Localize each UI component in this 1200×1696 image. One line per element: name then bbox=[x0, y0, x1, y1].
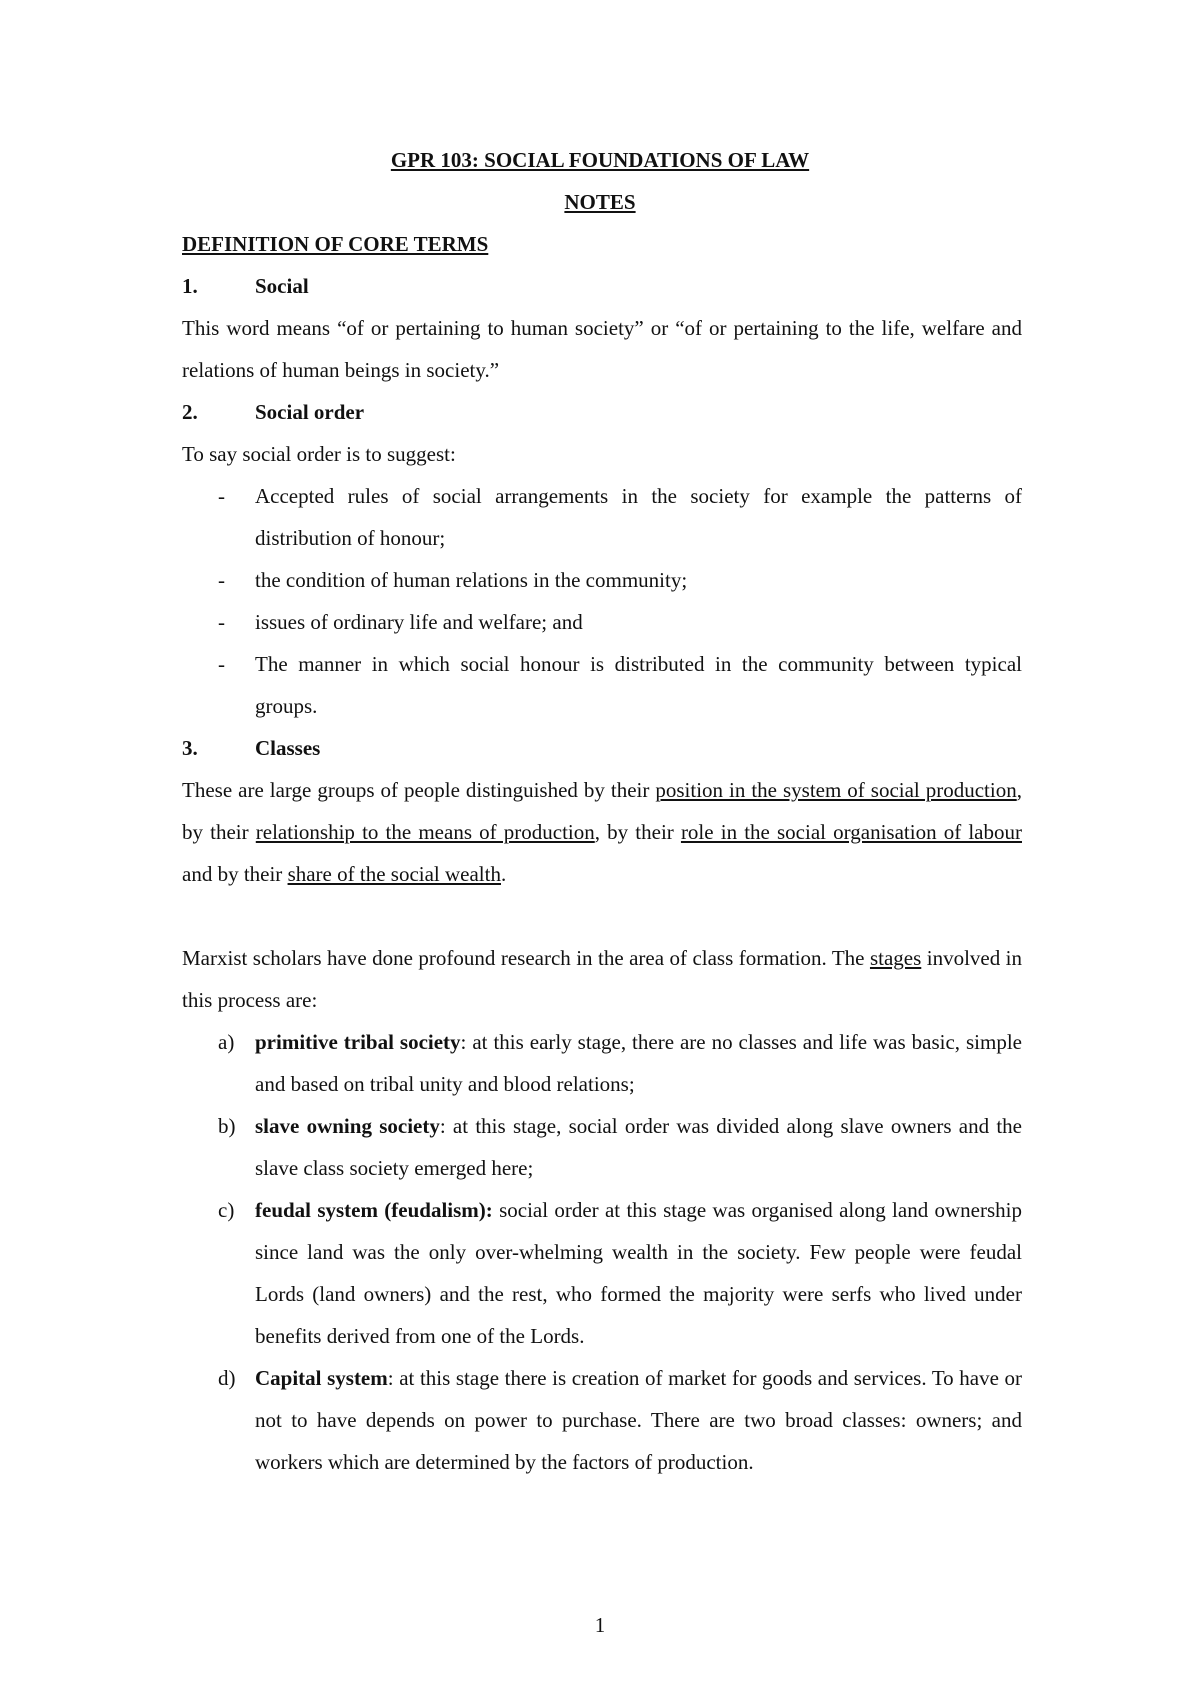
list-item bbox=[182, 601, 1022, 643]
text-run: , by their bbox=[182, 778, 1022, 844]
list-item bbox=[182, 643, 1022, 727]
list-item bbox=[182, 1189, 1022, 1357]
list-item bbox=[182, 1357, 1022, 1483]
section-heading: DEFINITION OF CORE TERMS bbox=[182, 232, 489, 256]
bullet-marker: - bbox=[218, 610, 225, 634]
underlined-phrase: position in the system of social production bbox=[655, 778, 1017, 802]
stage-text: : at this stage there is creation of market for goods and services. To have or not to have depends on power to purchase. There are two broad classes: owners; and workers which are determined by the factors of production. bbox=[255, 1366, 1023, 1474]
text-run: Marxist scholars have done profound research in the area of class formation. The bbox=[182, 946, 870, 970]
stage-text: social order at this stage was organised along land ownership since land was the only over-whelming wealth in the society. Few people were feudal Lords (land owners) and the rest, who formed the majority were serfs who lived under benefits derived from one of the Lords. bbox=[255, 1198, 1022, 1348]
underlined-phrase: share of the social wealth bbox=[287, 862, 501, 886]
bullet-marker: - bbox=[218, 652, 225, 676]
stage-term: slave owning society bbox=[255, 1114, 440, 1138]
underlined-phrase: relationship to the means of production bbox=[255, 820, 595, 844]
text-run: These are large groups of people distinguished by their bbox=[182, 778, 656, 802]
section-3-heading bbox=[182, 727, 320, 769]
section-1-text: This word means “of or pertaining to human society” or “of or pertaining to the life, welfare and relations of human beings in society.” bbox=[182, 316, 1022, 382]
section-2-intro: To say social order is to suggest: bbox=[182, 442, 456, 466]
list-item-text: Accepted rules of social arrangements in the society for example the patterns of distribution of honour; bbox=[255, 484, 1022, 550]
page-number: 1 bbox=[594, 1613, 606, 1637]
list-item bbox=[182, 559, 1022, 601]
section-title: Classes bbox=[255, 736, 321, 760]
list-item-text: the condition of human relations in the community; bbox=[255, 568, 688, 592]
list-item-text: issues of ordinary life and welfare; and bbox=[255, 610, 583, 634]
section-title: Social bbox=[255, 274, 309, 298]
marxist-intro bbox=[182, 937, 1022, 1021]
bullet-marker: - bbox=[218, 484, 225, 508]
social-order-list bbox=[182, 475, 1022, 727]
section-2-heading bbox=[182, 391, 364, 433]
list-marker: b) bbox=[218, 1114, 236, 1138]
list-item-text: The manner in which social honour is distributed in the community between typical groups. bbox=[255, 652, 1022, 718]
stage-term: primitive tribal society bbox=[255, 1030, 461, 1054]
underlined-phrase: stages bbox=[869, 946, 922, 970]
text-run: , by their bbox=[594, 820, 681, 844]
section-3-text bbox=[182, 769, 1022, 895]
section-title: Social order bbox=[255, 400, 365, 424]
bullet-marker: - bbox=[218, 568, 225, 592]
section-number: 1. bbox=[182, 274, 198, 298]
stage-term: Capital system bbox=[255, 1366, 388, 1390]
list-marker: d) bbox=[218, 1366, 236, 1390]
section-number: 2. bbox=[182, 400, 198, 424]
section-number: 3. bbox=[182, 736, 198, 760]
list-marker: a) bbox=[218, 1030, 235, 1054]
section-1-heading bbox=[182, 265, 309, 307]
list-item bbox=[182, 475, 1022, 559]
list-item bbox=[182, 1021, 1022, 1105]
text-run: and by their bbox=[182, 862, 288, 886]
stage-text: : at this stage, social order was divided along slave owners and the slave class society emerged here; bbox=[255, 1114, 1022, 1180]
stage-term: feudal system (feudalism): bbox=[255, 1198, 493, 1222]
text-run: involved in this process are: bbox=[182, 946, 1023, 1012]
underlined-phrase: role in the social organisation of labour bbox=[680, 820, 1022, 844]
class-stages-list bbox=[182, 1021, 1022, 1483]
list-item bbox=[182, 1105, 1022, 1189]
text-run: . bbox=[500, 862, 507, 886]
stage-text: : at this early stage, there are no classes and life was basic, simple and based on tribal unity and blood relations; bbox=[255, 1030, 1022, 1096]
document-title: GPR 103: SOCIAL FOUNDATIONS OF LAW bbox=[390, 148, 810, 172]
list-marker: c) bbox=[218, 1198, 235, 1222]
document-subtitle: NOTES bbox=[564, 190, 636, 214]
